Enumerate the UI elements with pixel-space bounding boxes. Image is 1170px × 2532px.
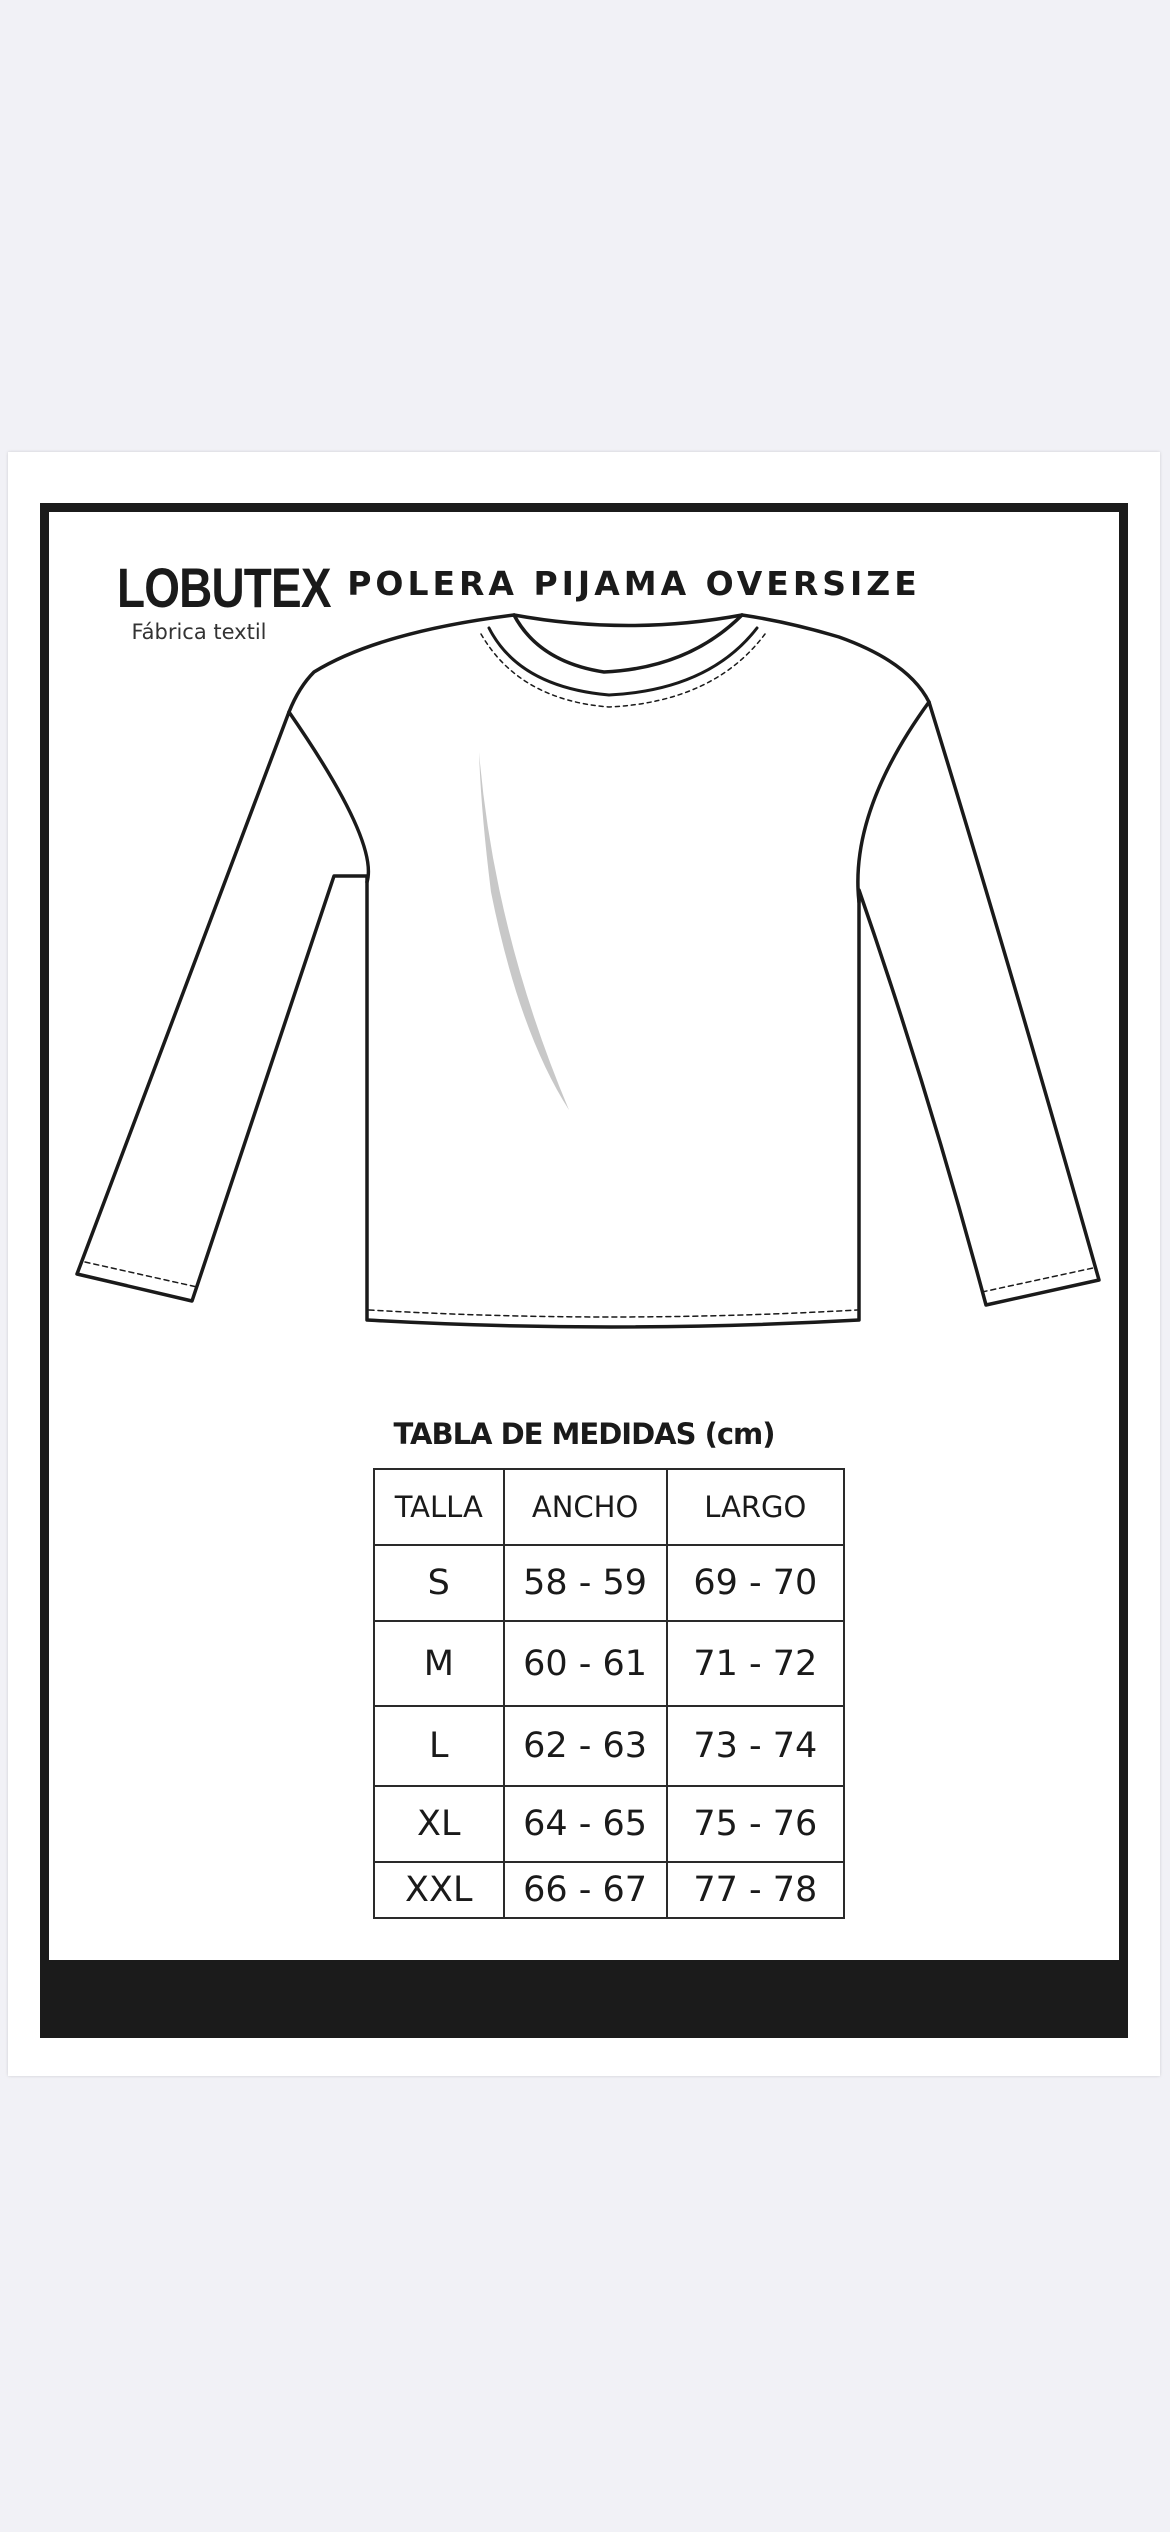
width-cell: 66 - 67: [504, 1862, 667, 1918]
header-largo: LARGO: [667, 1469, 844, 1545]
table-row: [374, 1621, 844, 1706]
length-cell: 73 - 74: [667, 1706, 844, 1786]
length-cell: 77 - 78: [667, 1862, 844, 1918]
table-row: [374, 1786, 844, 1862]
table-row: [374, 1545, 844, 1621]
size-table: [373, 1468, 845, 1919]
header-ancho: ANCHO: [504, 1469, 667, 1545]
size-cell: L: [374, 1706, 504, 1786]
size-chart-content: [49, 512, 1119, 1960]
width-cell: 64 - 65: [504, 1786, 667, 1862]
width-cell: 62 - 63: [504, 1706, 667, 1786]
size-cell: M: [374, 1621, 504, 1706]
garment-title: POLERA PIJAMA OVERSIZE: [347, 564, 921, 603]
size-chart-card: [8, 452, 1160, 2076]
size-cell: S: [374, 1545, 504, 1621]
table-row: [374, 1862, 844, 1918]
size-table-title: TABLA DE MEDIDAS (cm): [393, 1417, 775, 1451]
width-cell: 60 - 61: [504, 1621, 667, 1706]
brand-tagline: Fábrica textil: [131, 620, 267, 644]
shirt-body: [77, 615, 1099, 1327]
size-cell: XXL: [374, 1862, 504, 1918]
size-table-header-row: [374, 1469, 844, 1545]
brand-name: LOBUTEX: [117, 556, 331, 619]
length-cell: 71 - 72: [667, 1621, 844, 1706]
size-cell: XL: [374, 1786, 504, 1862]
length-cell: 69 - 70: [667, 1545, 844, 1621]
table-row: [374, 1706, 844, 1786]
header-talla: TALLA: [374, 1469, 504, 1545]
width-cell: 58 - 59: [504, 1545, 667, 1621]
size-chart-frame: [40, 503, 1128, 2038]
long-sleeve-shirt-illustration: [49, 512, 1119, 1412]
length-cell: 75 - 76: [667, 1786, 844, 1862]
